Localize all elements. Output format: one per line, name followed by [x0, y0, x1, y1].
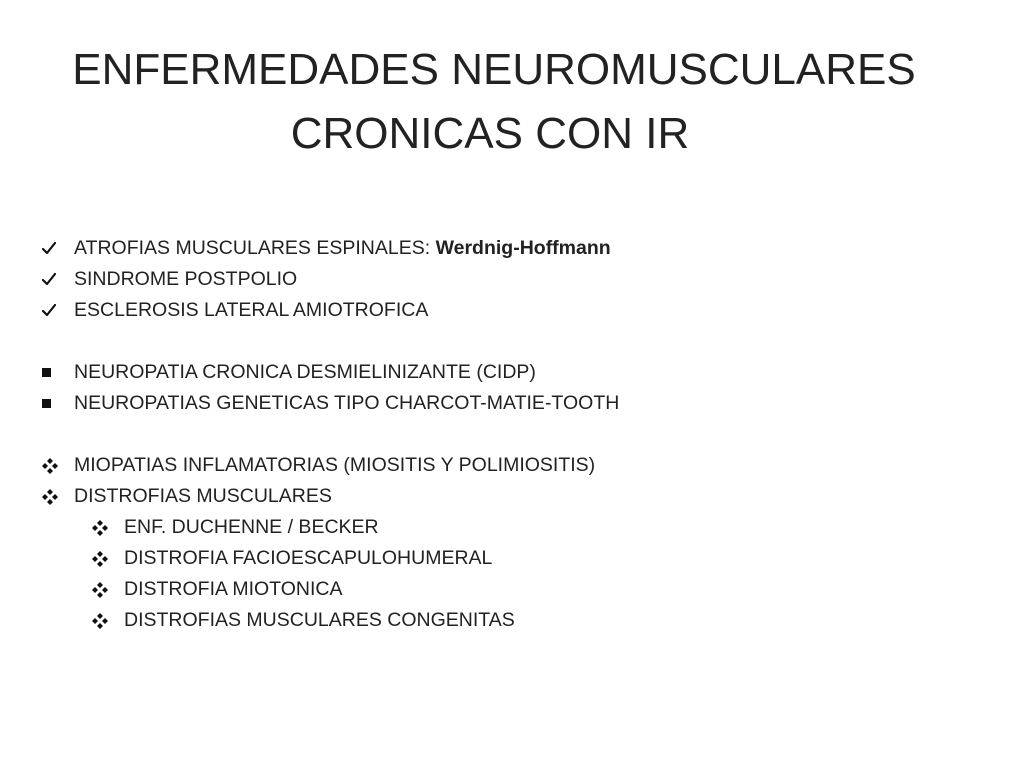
- list-item-text: DISTROFIAS MUSCULARES: [74, 485, 332, 507]
- list-item-text: DISTROFIAS MUSCULARES CONGENITAS: [124, 609, 515, 631]
- list-item-text: MIOPATIAS INFLAMATORIAS (MIOSITIS Y POLIMIOSITIS): [74, 454, 596, 476]
- sub-list-item: [42, 574, 1002, 605]
- slide-title-line-1: ENFERMEDADES NEUROMUSCULARES: [72, 45, 916, 94]
- list-item-text: ENF. DUCHENNE / BECKER: [124, 516, 379, 538]
- list-item-text: NEUROPATIAS GENETICAS TIPO CHARCOT-MATIE-TOOTH: [74, 392, 620, 414]
- list-item: [42, 388, 1002, 419]
- list-item-text: ESCLEROSIS LATERAL AMIOTROFICA: [74, 299, 429, 321]
- slide-body: [42, 233, 1002, 636]
- slide-title: [0, 38, 1024, 166]
- slide-title-line-2: CRONICAS CON IR: [290, 109, 690, 158]
- bullet-group-diamonds: [42, 450, 1002, 636]
- diamond-bullet-icon: [92, 520, 124, 536]
- list-item: [42, 481, 1002, 512]
- diamond-bullet-icon: [42, 458, 74, 474]
- square-bullet-icon: [42, 368, 74, 377]
- list-item-text: NEUROPATIA CRONICA DESMIELINIZANTE (CIDP): [74, 361, 536, 383]
- sub-list-item: [42, 605, 1002, 636]
- list-item: [42, 357, 1002, 388]
- checkmark-icon: [42, 304, 74, 317]
- list-item: [42, 450, 1002, 481]
- bullet-group-checkmarks: [42, 233, 1002, 326]
- diamond-bullet-icon: [42, 489, 74, 505]
- list-item-text: DISTROFIA MIOTONICA: [124, 578, 343, 600]
- bullet-group-squares: [42, 357, 1002, 419]
- diamond-bullet-icon: [92, 613, 124, 629]
- list-item: [42, 233, 1002, 264]
- square-bullet-icon: [42, 399, 74, 408]
- list-item-text: ATROFIAS MUSCULARES ESPINALES: Werdnig-Hoffmann: [74, 237, 611, 259]
- sub-list-item: [42, 543, 1002, 574]
- list-item-emphasis: Werdnig-Hoffmann: [435, 237, 611, 259]
- diamond-bullet-icon: [92, 551, 124, 567]
- diamond-bullet-icon: [92, 582, 124, 598]
- checkmark-icon: [42, 273, 74, 286]
- list-item-text: DISTROFIA FACIOESCAPULOHUMERAL: [124, 547, 493, 569]
- checkmark-icon: [42, 242, 74, 255]
- list-item: [42, 295, 1002, 326]
- sub-list-item: [42, 512, 1002, 543]
- list-item-text: SINDROME POSTPOLIO: [74, 268, 298, 290]
- list-item: [42, 264, 1002, 295]
